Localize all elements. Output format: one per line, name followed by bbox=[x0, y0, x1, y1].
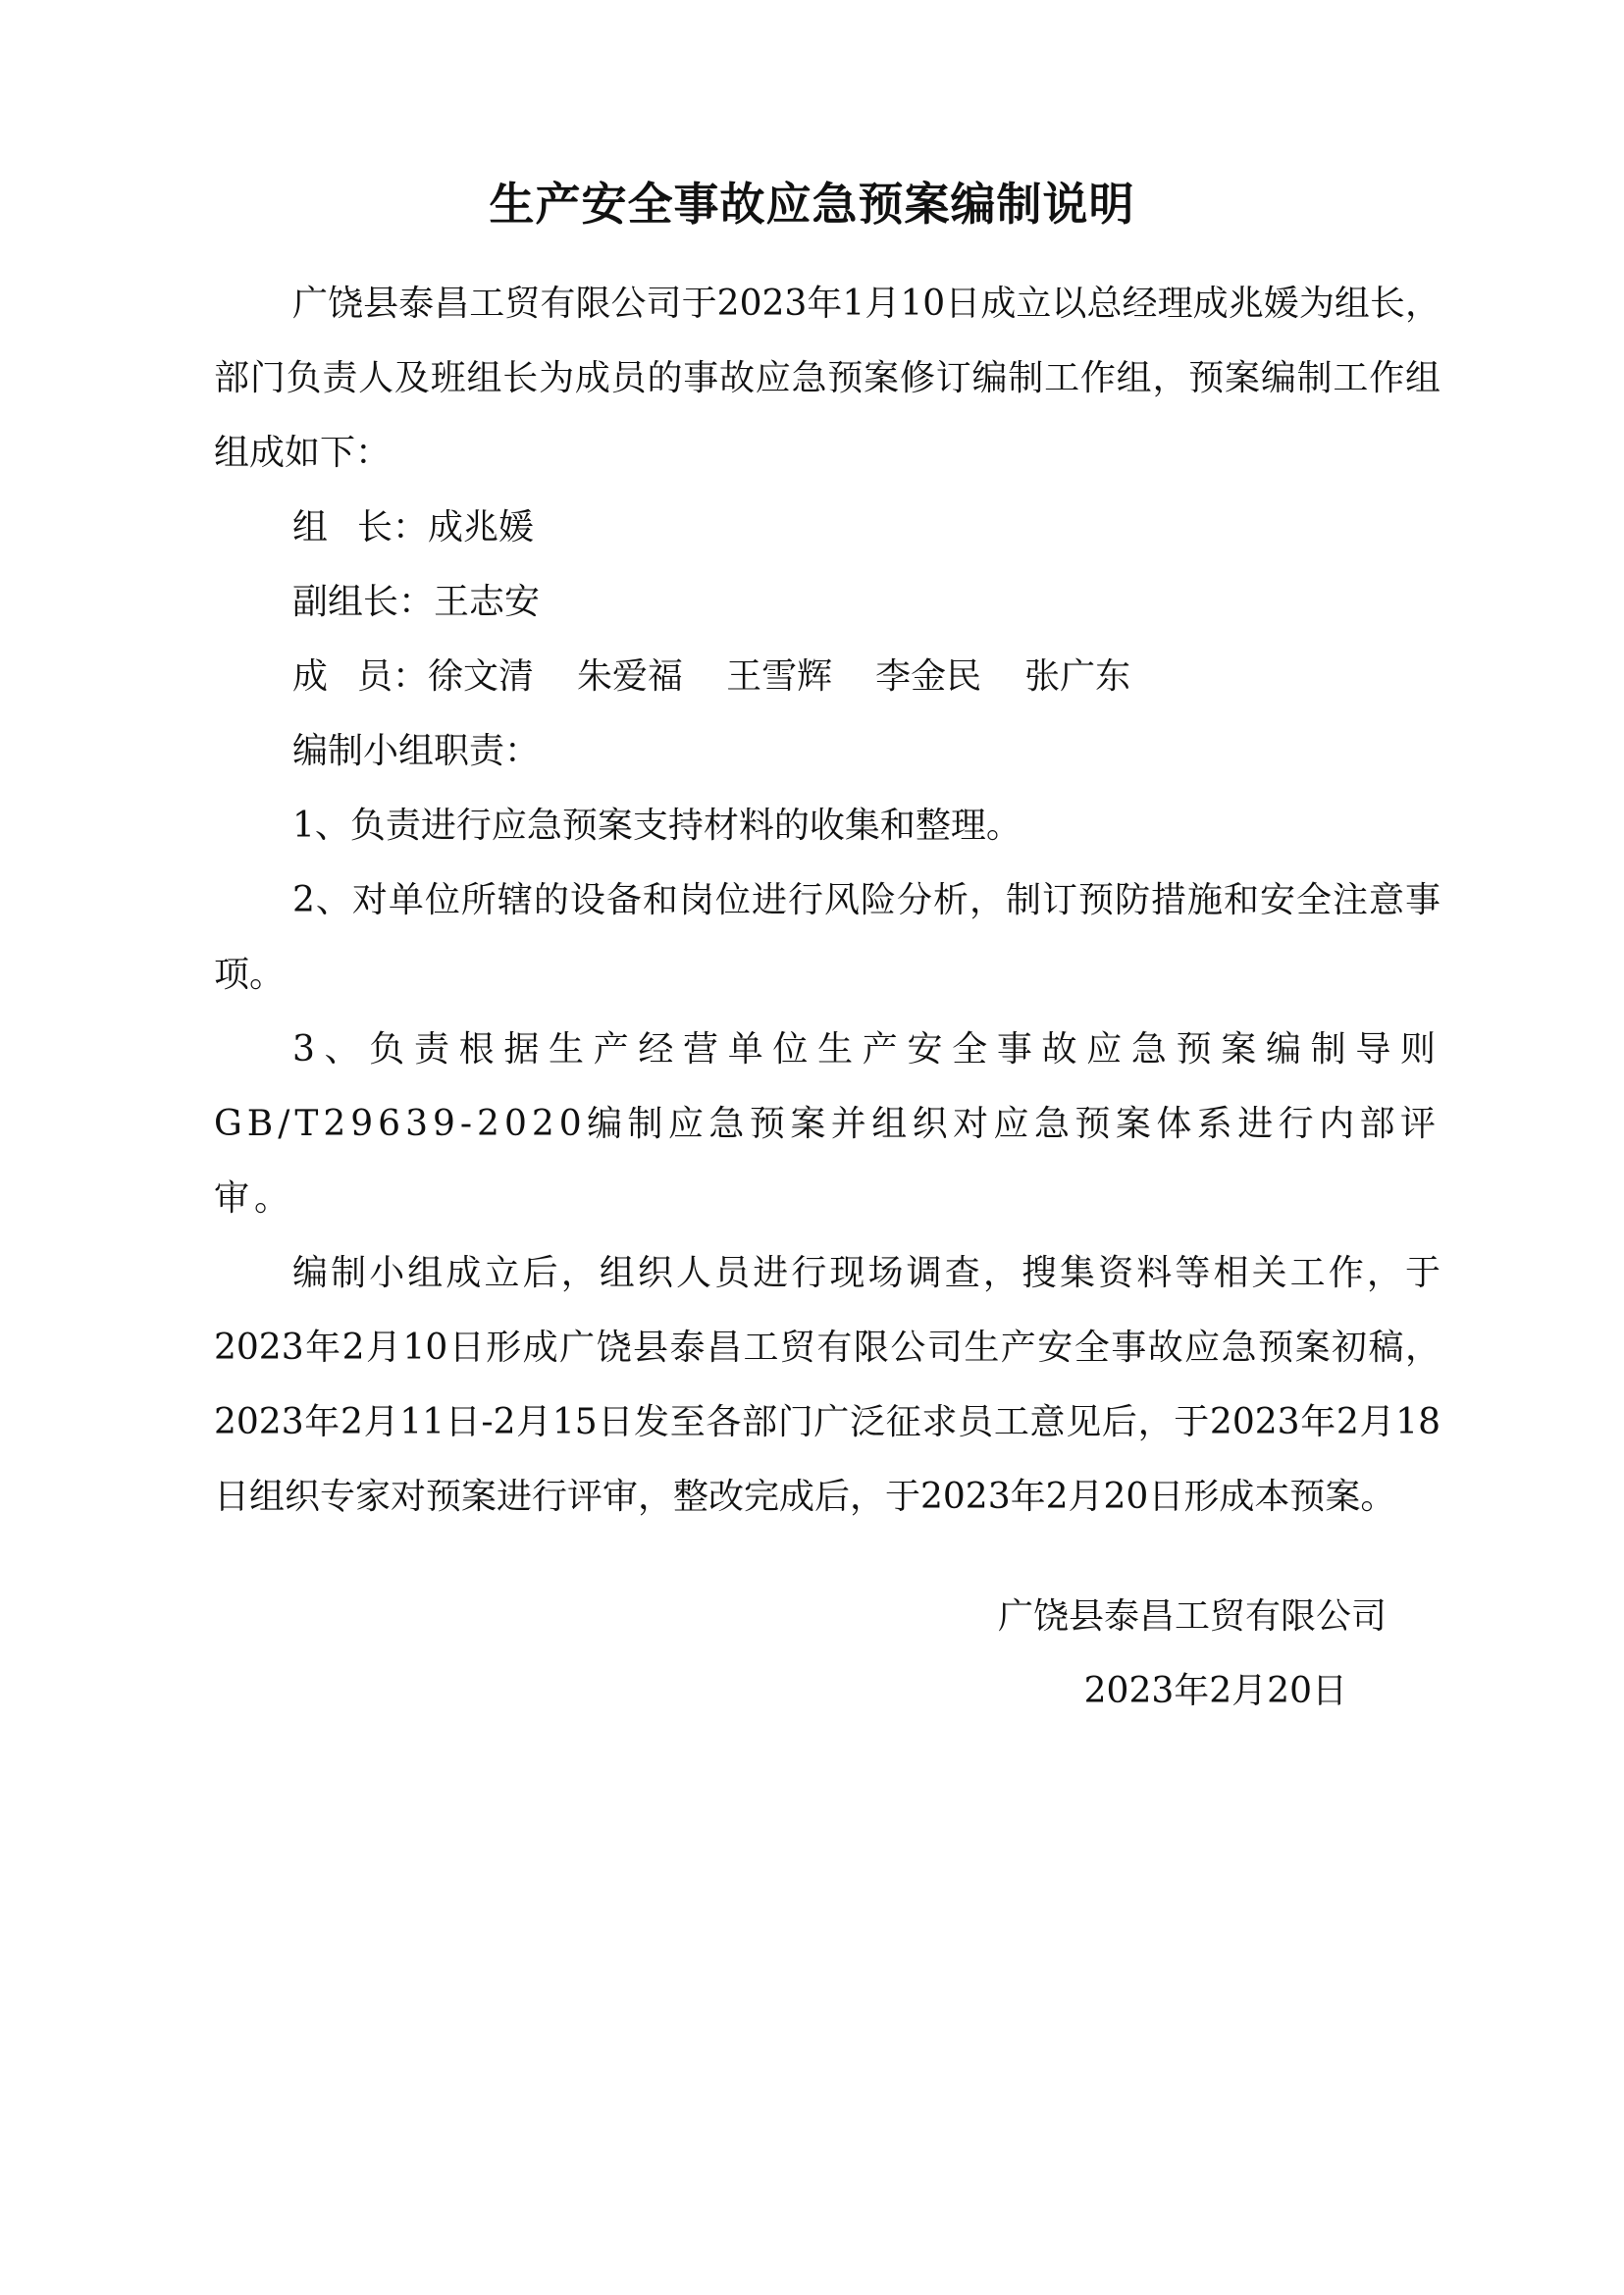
team-member: 王雪辉 bbox=[726, 656, 833, 697]
team-member: 李金民 bbox=[875, 656, 982, 697]
team-member: 张广东 bbox=[1024, 656, 1131, 697]
team-members-row bbox=[214, 640, 1441, 714]
team-members-label-a: 成 bbox=[292, 656, 329, 697]
duty-item: 3、负责根据生产经营单位生产安全事故应急预案编制导则GB/T29639-2020编制应急预案并组织对应急预案体系进行内部评审。 bbox=[214, 1029, 1441, 1219]
document-title: 生产安全事故应急预案编制说明 bbox=[489, 178, 1135, 231]
team-leader-name: 成兆媛 bbox=[428, 507, 535, 548]
team-deputy-name: 王志安 bbox=[434, 582, 541, 622]
conclusion-paragraph: 编制小组成立后，组织人员进行现场调查，搜集资料等相关工作，于2023年2月10日形成广饶县泰昌工贸有限公司生产安全事故应急预案初稿，2023年2月11日-2月15日发至各部门广泛征求员工意见后，于2023年2月18日组织专家对预案进行评审，整改完成后，于2023年2月20日形成本预案。 bbox=[214, 1253, 1441, 1517]
duty-item: 2、对单位所辖的设备和岗位进行风险分析，制订预防措施和安全注意事项。 bbox=[214, 880, 1441, 995]
intro-paragraph: 广饶县泰昌工贸有限公司于2023年1月10日成立以总经理成兆媛为组长，部门负责人及班组长为成员的事故应急预案修订编制工作组，预案编制工作组组成如下： bbox=[214, 284, 1441, 473]
team-members-label-b: 员： bbox=[357, 656, 429, 697]
team-deputy-row bbox=[214, 565, 1441, 640]
signature-company: 广饶县泰昌工贸有限公司 bbox=[997, 1596, 1387, 1637]
signature-date: 2023年2月20日 bbox=[1083, 1671, 1347, 1711]
team-leader-label-a: 组 bbox=[292, 507, 329, 548]
team-leader-row bbox=[214, 491, 1441, 565]
document-body bbox=[214, 267, 1441, 1535]
duty-item: 1、负责进行应急预案支持材料的收集和整理。 bbox=[292, 806, 1022, 846]
team-leader-label-b: 长： bbox=[357, 507, 429, 548]
team-deputy-label: 副组长： bbox=[292, 582, 435, 622]
duties-heading: 编制小组职责： bbox=[292, 731, 541, 771]
signature-block bbox=[998, 1580, 1387, 1729]
team-member: 朱爱福 bbox=[577, 656, 684, 697]
team-member: 徐文清 bbox=[428, 656, 535, 697]
